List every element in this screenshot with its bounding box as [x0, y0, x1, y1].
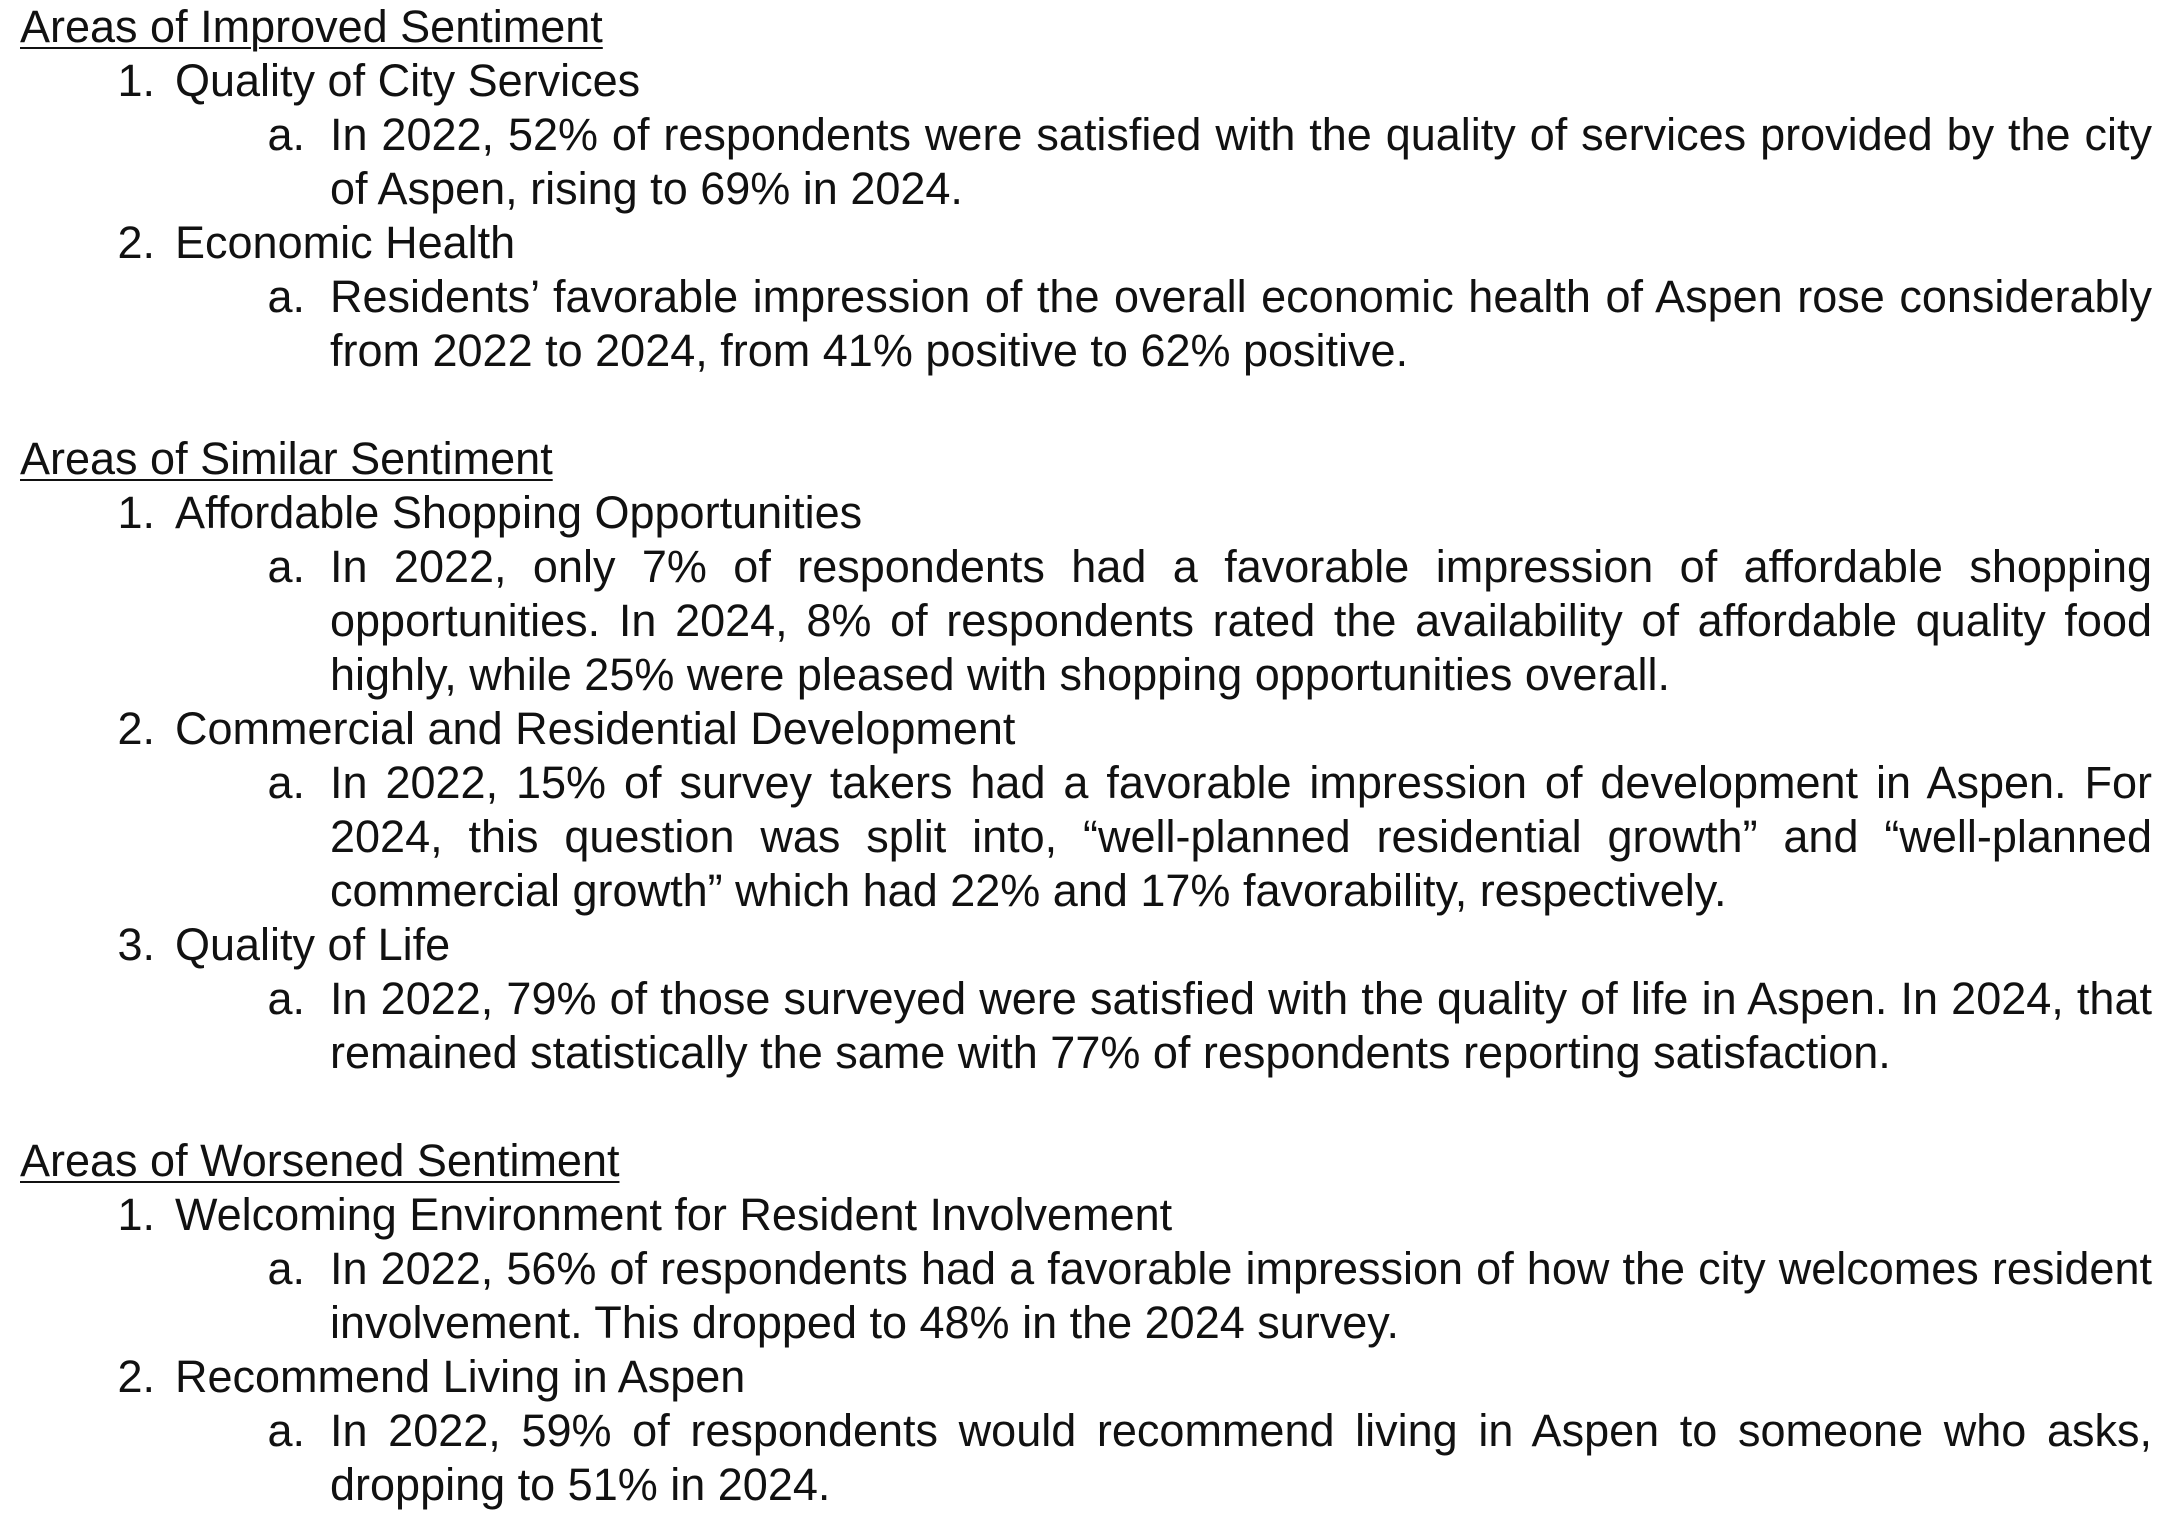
sub-item	[20, 756, 2182, 918]
item-number: 3.	[117, 919, 155, 970]
section-heading: Areas of Worsened Sentiment	[20, 1135, 620, 1186]
section-heading: Areas of Improved Sentiment	[20, 1, 603, 52]
sub-item	[20, 270, 2182, 378]
list-item	[20, 486, 2182, 702]
sub-item-text: In 2022, 15% of survey takers had a favorable impression of development in Aspen. For 2024, this question was split into, “well-planned residential growth” and “well-planned commercial growth” which had 22% and 17% favorability, respectively.	[330, 757, 2152, 916]
sub-item-text: In 2022, 56% of respondents had a favorable impression of how the city welcomes resident involvement. This dropped to 48% in the 2024 survey.	[330, 1243, 2152, 1348]
sub-item-text: In 2022, 59% of respondents would recommend living in Aspen to someone who asks, dropping to 51% in 2024.	[330, 1405, 2152, 1510]
item-title: Quality of City Services	[175, 55, 641, 106]
item-number: 2.	[117, 703, 155, 754]
item-number: 1.	[117, 55, 155, 106]
section-improved-sentiment	[20, 0, 2182, 378]
item-number: 2.	[117, 1351, 155, 1402]
sub-item-text: In 2022, only 7% of respondents had a favorable impression of affordable shopping opportunities. In 2024, 8% of respondents rated the availability of affordable quality food highly, while 25% were pleased with shopping opportunities overall.	[330, 541, 2152, 700]
section-heading: Areas of Similar Sentiment	[20, 433, 553, 484]
sub-item-text: Residents’ favorable impression of the overall economic health of Aspen rose considerably from 2022 to 2024, from 41% positive to 62% positive.	[330, 271, 2152, 376]
list-item	[20, 1350, 2182, 1512]
section-spacer	[20, 1080, 2182, 1134]
section-worsened-sentiment	[20, 1134, 2182, 1512]
list-item	[20, 702, 2182, 918]
item-title: Commercial and Residential Development	[175, 703, 1016, 754]
item-number: 1.	[117, 1189, 155, 1240]
sub-item	[20, 108, 2182, 216]
list-item	[20, 216, 2182, 378]
sub-item	[20, 1242, 2182, 1350]
list-item	[20, 1188, 2182, 1350]
item-title: Quality of Life	[175, 919, 451, 970]
sub-item-text: In 2022, 52% of respondents were satisfied with the quality of services provided by the city of Aspen, rising to 69% in 2024.	[330, 109, 2152, 214]
sub-item-text: In 2022, 79% of those surveyed were satisfied with the quality of life in Aspen. In 2024, that remained statistically the same with 77% of respondents reporting satisfaction.	[330, 973, 2152, 1078]
item-title: Economic Health	[175, 217, 516, 268]
item-number: 1.	[117, 487, 155, 538]
sub-item-letter: a.	[267, 1405, 305, 1456]
sub-item-letter: a.	[267, 271, 305, 322]
sub-item	[20, 540, 2182, 702]
sub-item-letter: a.	[267, 109, 305, 160]
item-number: 2.	[117, 217, 155, 268]
section-spacer	[20, 378, 2182, 432]
sub-item-letter: a.	[267, 757, 305, 808]
item-title: Recommend Living in Aspen	[175, 1351, 746, 1402]
item-title: Affordable Shopping Opportunities	[175, 487, 863, 538]
sub-item-letter: a.	[267, 541, 305, 592]
section-similar-sentiment	[20, 432, 2182, 1080]
list-item	[20, 54, 2182, 216]
sub-item	[20, 1404, 2182, 1512]
sub-item	[20, 972, 2182, 1080]
sub-item-letter: a.	[267, 1243, 305, 1294]
item-title: Welcoming Environment for Resident Involvement	[175, 1189, 1173, 1240]
list-item	[20, 918, 2182, 1080]
sub-item-letter: a.	[267, 973, 305, 1024]
